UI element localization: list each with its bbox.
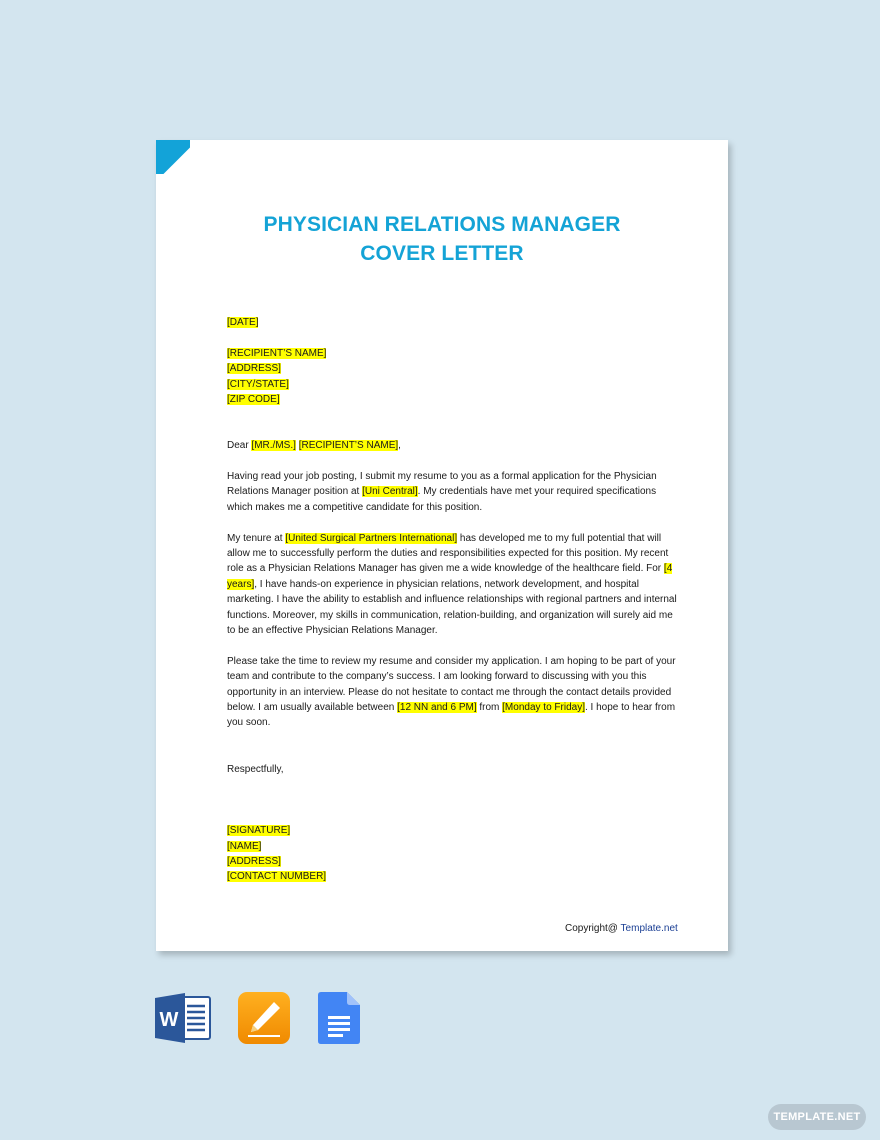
- date-block: [227, 315, 682, 330]
- recipient-name: [RECIPIENT’S NAME]: [227, 347, 327, 359]
- document-title: [156, 210, 728, 268]
- recipient-city-state: [CITY/STATE]: [227, 378, 289, 390]
- document-page: [156, 140, 728, 951]
- sender-contact: [CONTACT NUMBER]: [227, 871, 327, 883]
- google-docs-icon[interactable]: [318, 992, 360, 1044]
- pages-icon[interactable]: [238, 992, 290, 1044]
- years-placeholder: [4 years]: [227, 563, 673, 590]
- closing: Respectfully,: [227, 763, 284, 775]
- salutation-title: [MR./MS.]: [251, 440, 296, 452]
- sender-name: [NAME]: [227, 840, 262, 852]
- recipient-address: [ADDRESS]: [227, 363, 281, 375]
- copyright-notice: Copyright@ Template.net: [565, 923, 678, 934]
- word-icon[interactable]: [155, 992, 211, 1044]
- salutation: Dear [MR./MS.] [RECIPIENT’S NAME],: [227, 440, 401, 452]
- paragraph-1: Having read your job posting, I submit my resume to you as a formal application for the Physician Relations Manager position at [Uni Central]. My credentials have met your required specifications which makes me a competitive candidate for this position.: [227, 471, 657, 513]
- days-placeholder: [Monday to Friday]: [502, 702, 585, 714]
- hours-placeholder: [12 NN and 6 PM]: [397, 702, 477, 714]
- corner-accent: [156, 140, 190, 174]
- paragraph-2: My tenure at [United Surgical Partners International] has developed me to my full potential that will allow me to successfully perform the duties and responsibilities expected for this position. My recent role as a Physician Relations Manager has given me a wide knowledge of the healthcare field. For [4 years], I have hands-on experience in physician relations, network development, and hospital marketing. I have the ability to establish and influence relationships with regional partners and internal functions. Moreover, my skills in communication, relation-building, and organization will surely aid me to be an effective Physician Relations Manager.: [227, 532, 677, 637]
- title-line-1: PHYSICIAN RELATIONS MANAGER: [263, 213, 621, 236]
- template-net-badge[interactable]: TEMPLATE.NET: [768, 1104, 866, 1130]
- previous-employer-placeholder: [United Surgical Partners International]: [285, 532, 458, 544]
- sender-address: [ADDRESS]: [227, 856, 281, 868]
- copyright-link[interactable]: Template.net: [620, 923, 678, 934]
- sender-block: [227, 823, 682, 885]
- letter-body: [227, 315, 682, 885]
- title-line-2: COVER LETTER: [360, 242, 524, 265]
- salutation-name: [RECIPIENT’S NAME]: [298, 440, 399, 452]
- sender-signature: [SIGNATURE]: [227, 825, 291, 837]
- recipient-zip: [ZIP CODE]: [227, 394, 280, 406]
- svg-text:W: W: [159, 1009, 179, 1031]
- date-placeholder: [DATE]: [227, 317, 259, 328]
- paragraph-3: Please take the time to review my resume and consider my application. I am hoping to be part of your team and contribute to the company’s success. I am looking forward to discussing with you this opportunity in an interview. Please do not hesitate to contact me through the contact details provided below. I am usually available between [12 NN and 6 PM] from [Monday to Friday]. I hope to hear from you soon.: [227, 655, 676, 729]
- company-placeholder: [Uni Central]: [362, 486, 418, 498]
- recipient-block: [227, 346, 682, 408]
